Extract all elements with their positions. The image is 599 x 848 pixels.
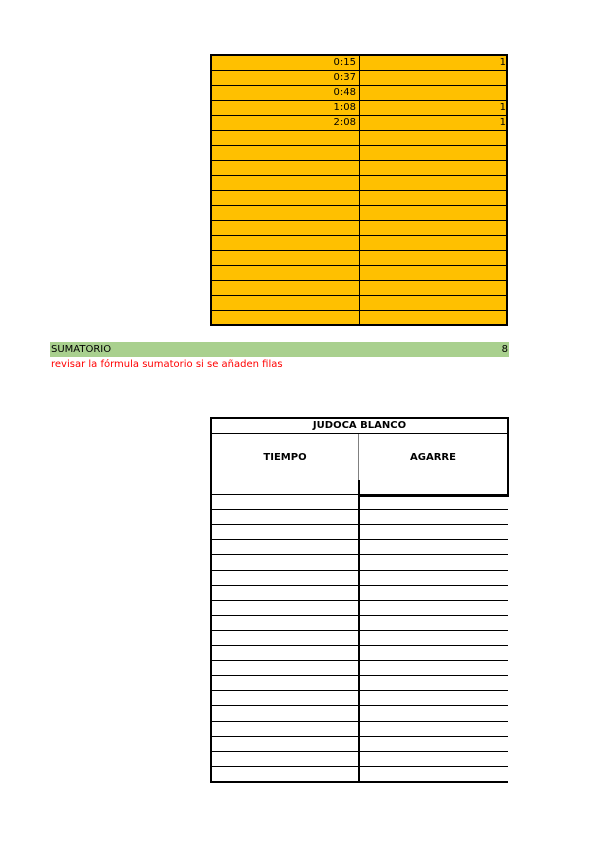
value-cell: 1 [499, 57, 506, 68]
value-cell [360, 221, 506, 235]
value-cell [360, 146, 506, 160]
time-cell [212, 146, 356, 160]
value-cell [360, 206, 506, 220]
value-cell [360, 71, 506, 85]
row-line [210, 524, 508, 525]
row-line [210, 539, 508, 540]
column-divider [358, 480, 360, 783]
time-cell: 0:48 [333, 87, 356, 98]
time-cell [212, 176, 356, 190]
time-cell [212, 236, 356, 250]
row-line [210, 721, 508, 722]
value-cell [360, 131, 506, 145]
row-line [210, 660, 508, 661]
row-line [210, 570, 508, 571]
row-line [210, 736, 508, 737]
time-cell: 0:37 [333, 72, 356, 83]
column-divider [359, 56, 360, 324]
row-line [210, 600, 508, 601]
value-cell [360, 296, 506, 310]
time-cell [212, 221, 356, 235]
time-cell: 1:08 [333, 102, 356, 113]
sumatorio-row [50, 342, 509, 357]
column-header-agarre [359, 434, 509, 497]
formula-note: revisar la fórmula sumatorio si se añaden filas [51, 359, 283, 370]
left-border [210, 434, 212, 783]
value-cell [360, 191, 506, 205]
row-line [210, 705, 508, 706]
value-cell: 1 [499, 102, 506, 113]
time-cell [212, 281, 356, 295]
bottom-border [210, 781, 508, 783]
value-cell [360, 281, 506, 295]
row-line [210, 645, 508, 646]
row-line [210, 675, 508, 676]
time-cell [212, 206, 356, 220]
row-line [210, 585, 508, 586]
time-cell [212, 191, 356, 205]
time-cell: 0:15 [333, 57, 356, 68]
time-cell [212, 296, 356, 310]
time-cell [212, 251, 356, 265]
judoca-blanco-table [210, 417, 510, 783]
value-cell [360, 86, 506, 100]
row-line [210, 751, 508, 752]
time-cell [212, 266, 356, 280]
column-header-tiempo [210, 434, 359, 512]
value-cell [360, 251, 506, 265]
value-cell [360, 161, 506, 175]
table-title: JUDOCA BLANCO [210, 417, 509, 434]
time-table [210, 54, 508, 326]
row-line [210, 615, 508, 616]
row-line [210, 509, 508, 510]
sumatorio-label: SUMATORIO [51, 344, 112, 355]
sumatorio-value: 8 [501, 344, 508, 355]
row-line [210, 554, 508, 555]
time-cell [212, 131, 356, 145]
time-cell [212, 311, 356, 325]
value-cell [360, 311, 506, 325]
value-cell [360, 266, 506, 280]
row-line [210, 690, 508, 691]
column-header-tiempo-label: TIEMPO [263, 452, 307, 463]
time-cell [212, 161, 356, 175]
row-line [210, 494, 508, 495]
value-cell [360, 236, 506, 250]
value-cell [360, 176, 506, 190]
row-line [210, 766, 508, 767]
row-line [210, 630, 508, 631]
time-cell: 2:08 [333, 117, 356, 128]
column-header-agarre-label: AGARRE [410, 452, 456, 463]
value-cell: 1 [499, 117, 506, 128]
